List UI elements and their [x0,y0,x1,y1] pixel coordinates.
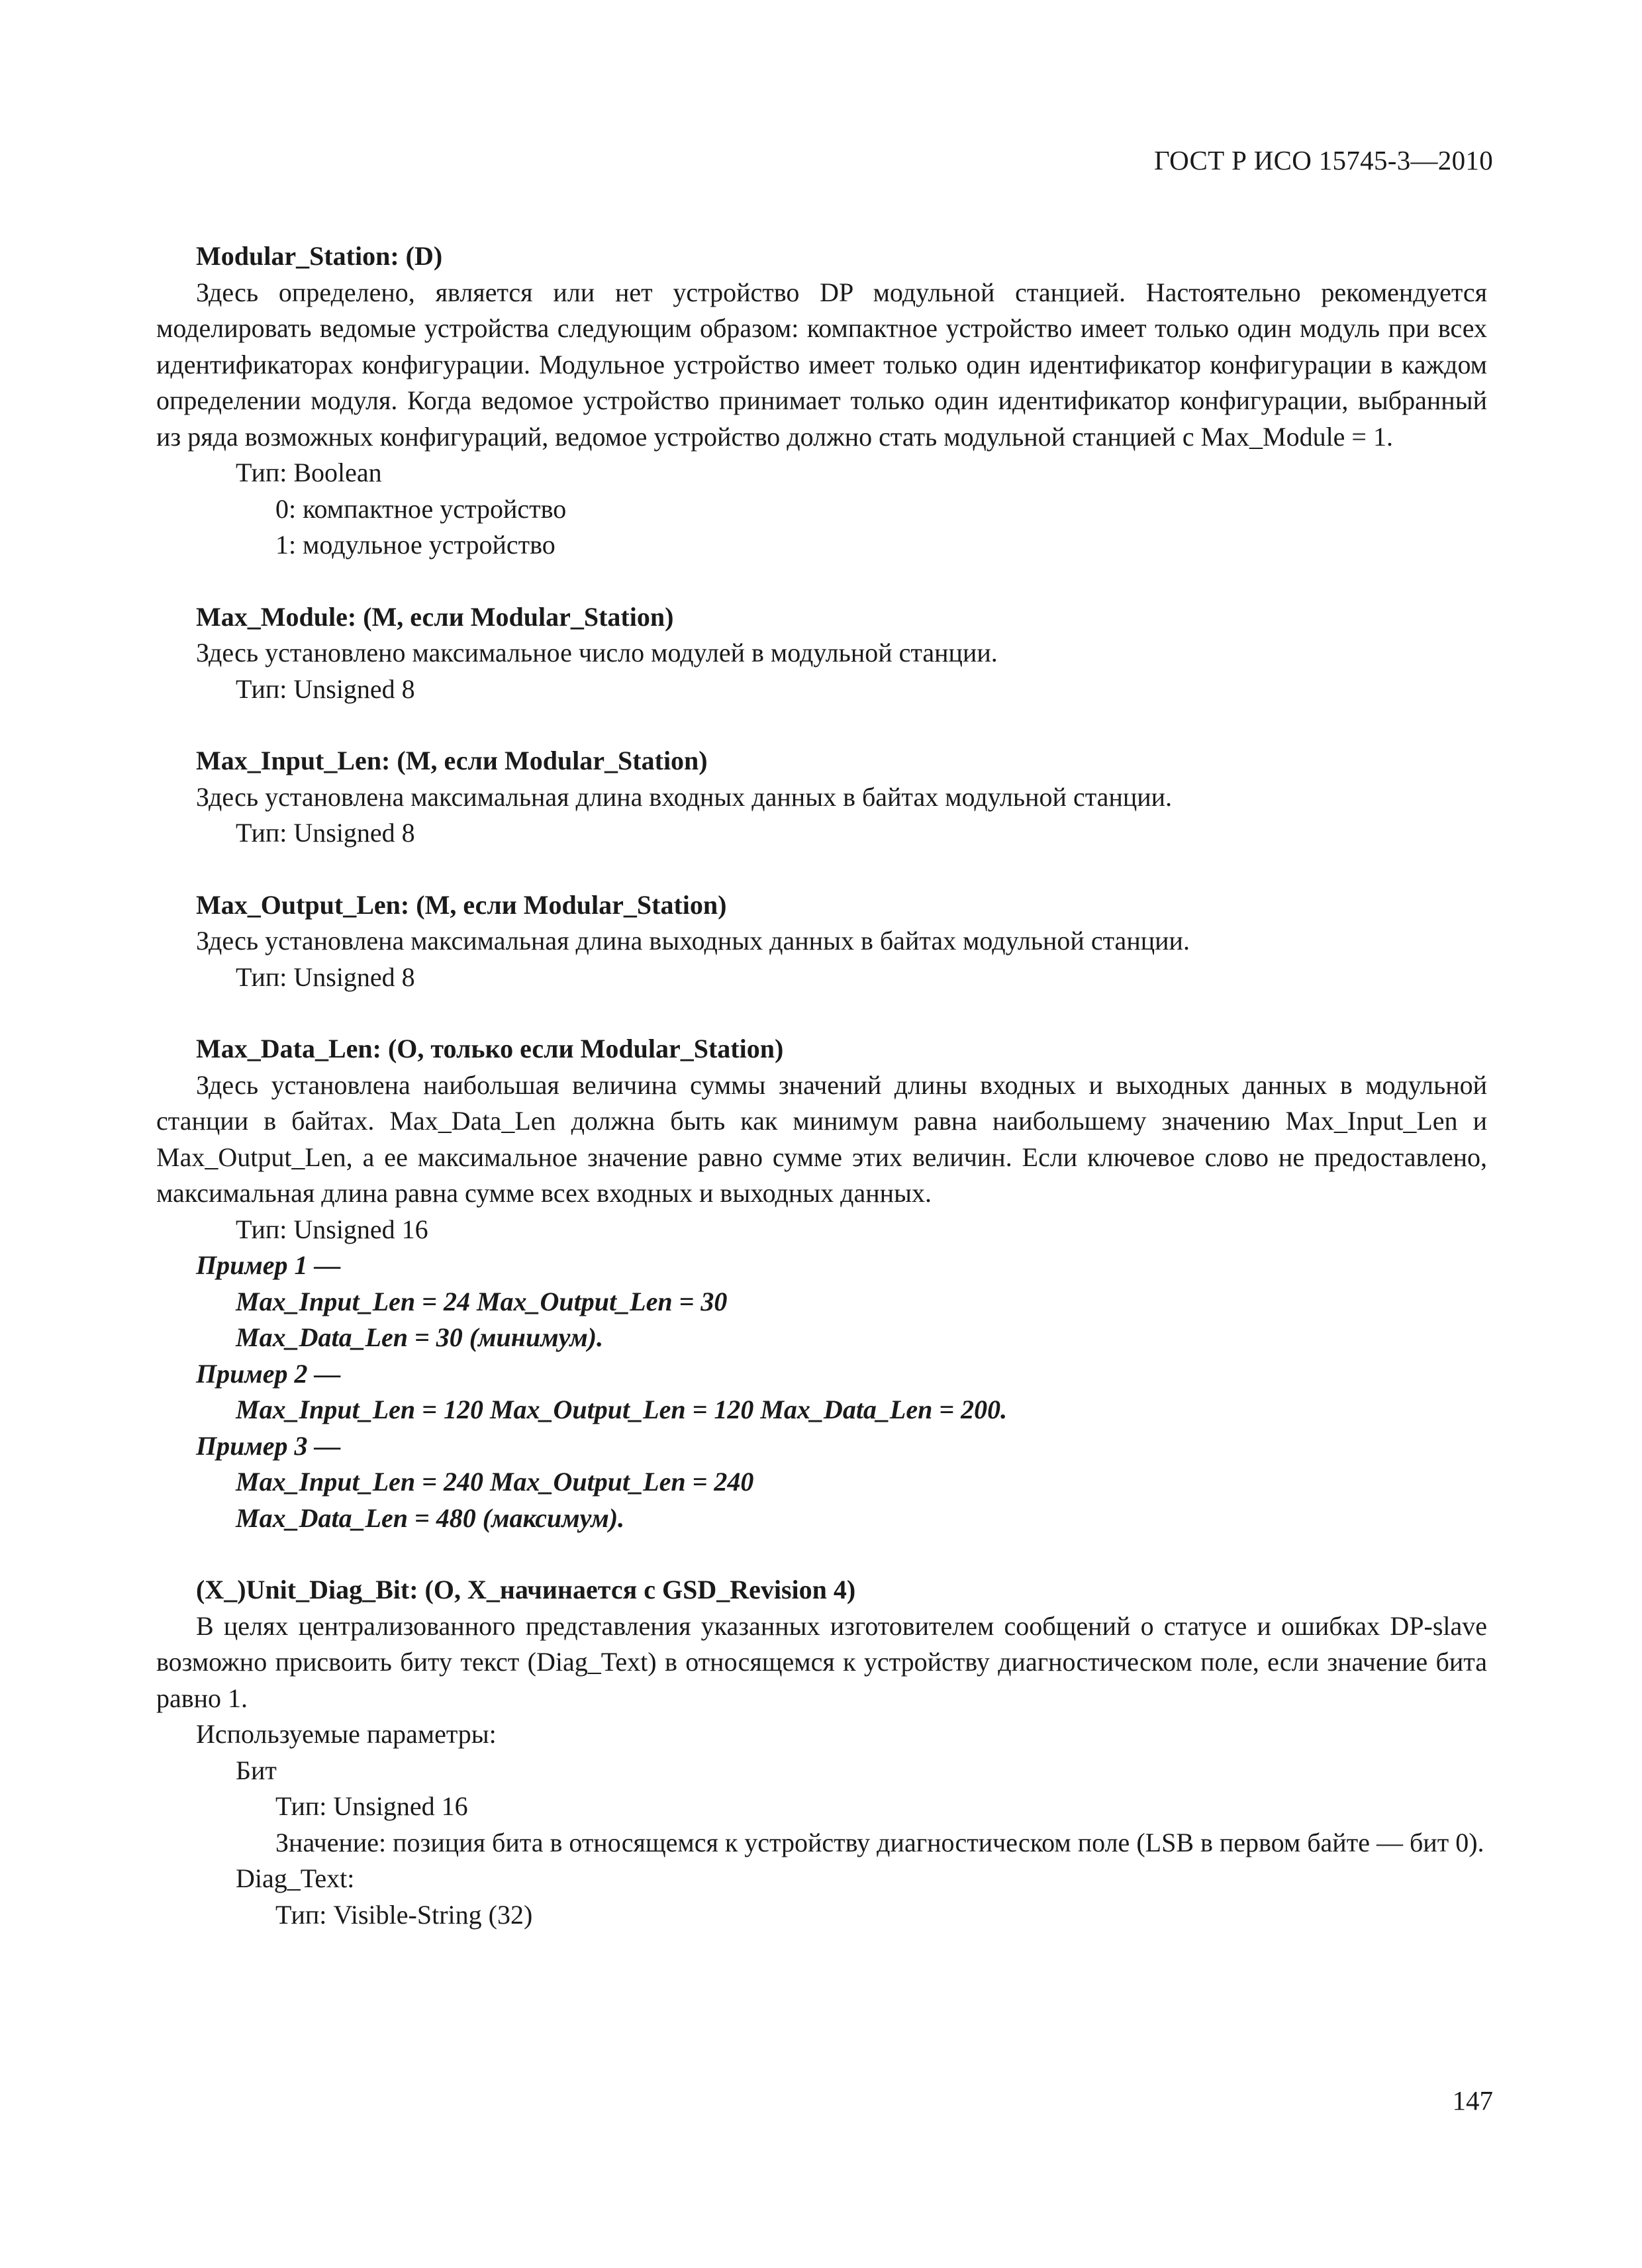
value-line: 1: модульное устройство [275,530,555,560]
type-line: Тип: Visible-String (32) [275,1899,533,1930]
params-label: Используемые параметры: [196,1719,497,1749]
section-max-data-len [156,1031,1487,1536]
standard-header: ГОСТ Р ИСО 15745-3—2010 [1154,145,1493,175]
section-description: Здесь установлена наибольшая величина суммы значений длины входных и выходных данных в модульной станции в байтах. Max_Data_Len должна быть как минимум равна наибольшему значению Max_Input_Len и Max_Output_Len, а ее максимальное значение равно сумме этих величин. Если ключевое слово не предоставлено, максимальная длина равна сумме всех входных и выходных данных. [156,1069,1487,1208]
example-line: Max_Input_Len = 24 Max_Output_Len = 30 [236,1286,728,1316]
page-content [156,238,1487,1969]
param-name: Diag_Text: [236,1863,355,1893]
example-label: Пример 1 — [196,1250,341,1280]
section-unit-diag-bit [156,1572,1487,1933]
example-line: Max_Data_Len = 30 (минимум). [236,1322,604,1352]
section-description: Здесь установлено максимальное число модулей в модульной станции. [196,638,998,667]
section-modular-station [156,238,1487,564]
section-description: Здесь установлена максимальная длина входных данных в байтах модульной станции. [196,781,1173,812]
type-line: Тип: Unsigned 8 [236,961,415,992]
type-line: Тип: Unsigned 16 [275,1791,468,1821]
example-line: Max_Input_Len = 120 Max_Output_Len = 120 Max_Data_Len = 200. [236,1395,1008,1424]
value-line: 0: компактное устройство [275,493,567,524]
section-description: Здесь установлена максимальная длина выходных данных в байтах модульной станции. [196,926,1190,956]
section-heading: Max_Module: (M, если Modular_Station) [196,601,674,632]
section-heading: Max_Output_Len: (M, если Modular_Station) [196,889,727,920]
section-max-output-len [156,887,1487,996]
section-heading: Max_Data_Len: (O, только если Modular_Station) [196,1034,784,1063]
example-label: Пример 2 — [196,1358,341,1389]
section-description: Здесь определено, является или нет устройство DP модульной станцией. Настоятельно рекомендуется моделировать ведомые устройства следующим образом: компактное устройство имеет только один модуль при всех идентификаторах конфигурации. Модульное устройство имеет только один идентификатор конфигурации в каждом определении модуля. Когда ведомое устройство принимает только один идентификатор конфигурации, выбранный из ряда возможных конфигураций, ведомое устройство должно стать модульной станцией с Max_Module = 1. [156,277,1487,452]
type-line: Тип: Unsigned 8 [236,673,415,704]
page-number: 147 [1452,2085,1493,2116]
param-name: Бит [236,1755,277,1785]
example-line: Max_Input_Len = 240 Max_Output_Len = 240 [236,1467,754,1497]
example-label: Пример 3 — [196,1430,341,1461]
section-heading: Max_Input_Len: (M, если Modular_Station) [196,746,708,775]
section-max-module [156,599,1487,708]
section-heading: Modular_Station: (D) [196,241,443,271]
section-description: В целях централизованного представления указанных изготовителем сообщений о статусе и ошибках DP-slave возможно присвоить биту текст (Diag_Text) в относящемся к устройству диагностическом поле, если значение бита равно 1. [156,1610,1487,1713]
example-line: Max_Data_Len = 480 (максимум). [236,1503,625,1533]
value-line: Значение: позиция бита в относящемся к устройству диагностическом поле (LSB в первом байте — бит 0). [275,1827,1484,1857]
type-line: Тип: Unsigned 16 [236,1214,428,1244]
section-max-input-len [156,743,1487,852]
type-line: Тип: Boolean [236,458,382,487]
type-line: Тип: Unsigned 8 [236,818,415,848]
section-heading: (X_)Unit_Diag_Bit: (O, X_начинается с GSD_Revision 4) [196,1575,856,1604]
